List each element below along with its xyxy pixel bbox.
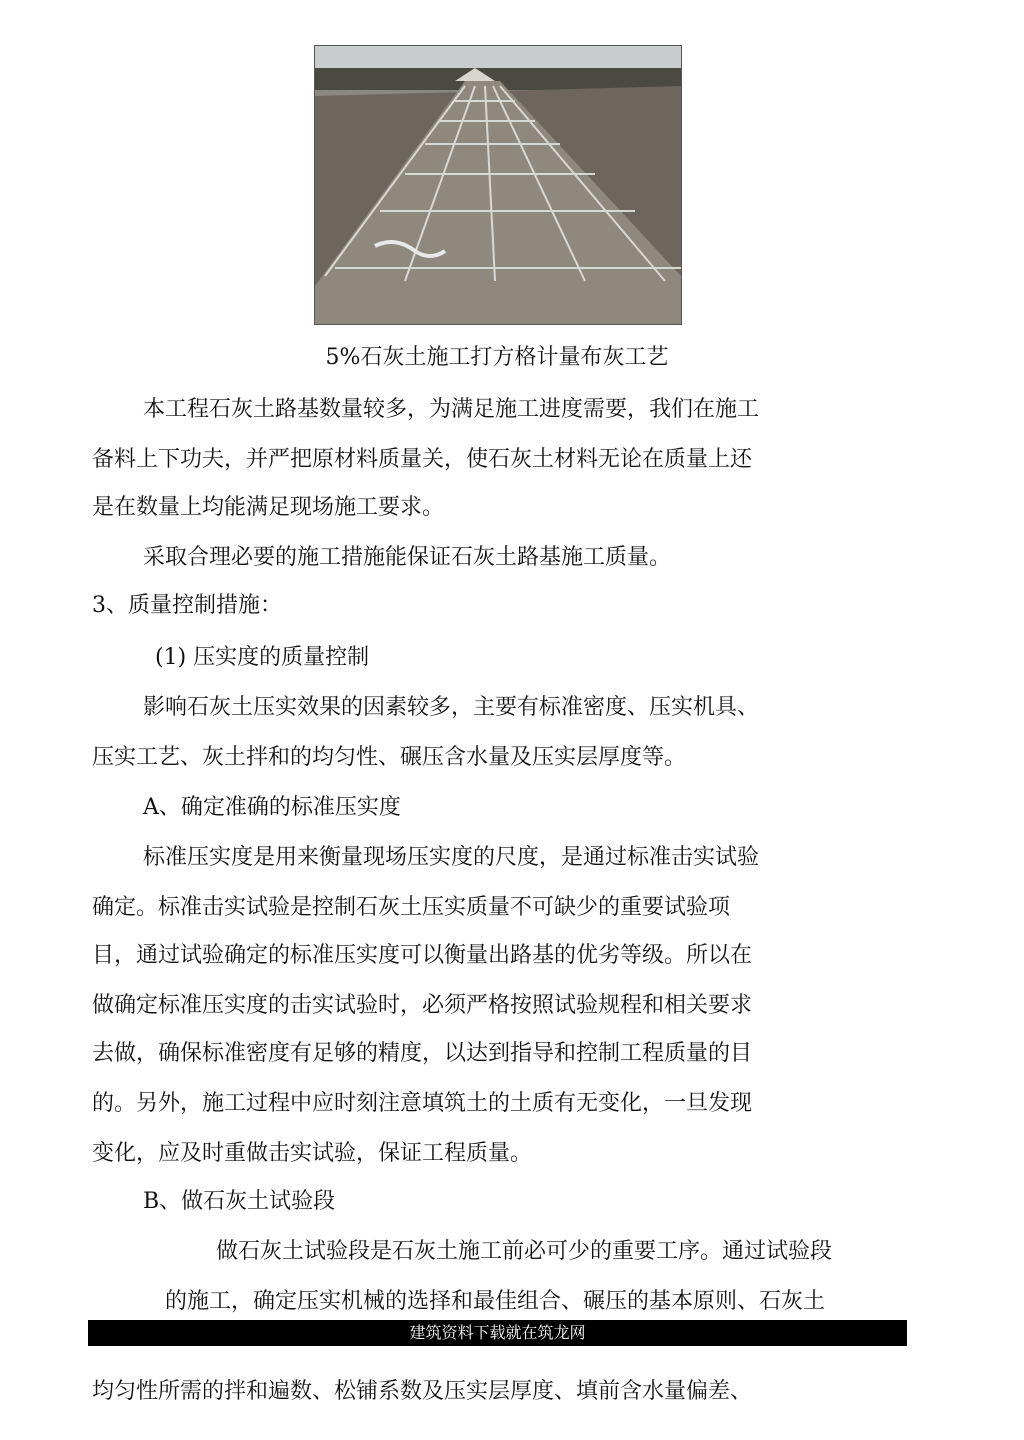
paragraph-line: 压实工艺、灰土拌和的均匀性、碾压含水量及压实层厚度等。 (92, 745, 687, 770)
paragraph-line: 采取合理必要的施工措施能保证石灰土路基施工质量。 (143, 545, 672, 570)
subsection-heading: (1) 压实度的质量控制 (155, 645, 370, 670)
paragraph-line: 做石灰土试验段是石灰土施工前必可少的重要工序。通过试验段 (216, 1239, 833, 1264)
paragraph-line: 影响石灰土压实效果的因素较多，主要有标准密度、压实机具、 (143, 695, 760, 720)
photo-illustration (315, 46, 681, 324)
paragraph-line: 备料上下功夫，并严把原材料质量关，使石灰土材料无论在质量上还 (92, 447, 753, 472)
paragraph-line: 均匀性所需的拌和遍数、松铺系数及压实层厚度、填前含水量偏差、 (92, 1379, 753, 1404)
paragraph-line: 做确定标准压实度的击实试验时，必须严格按照试验规程和相关要求 (92, 993, 753, 1018)
paragraph-line: 的。另外，施工过程中应时刻注意填筑土的土质有无变化，一旦发现 (92, 1091, 753, 1116)
footer-text: 建筑资料下载就在筑龙网 (409, 1323, 586, 1342)
paragraph-line: 去做，确保标准密度有足够的精度，以达到指导和控制工程质量的目 (92, 1041, 753, 1066)
paragraph-line: 变化，应及时重做击实试验，保证工程质量。 (92, 1141, 533, 1166)
figure-caption: 5%石灰土施工打方格计量布灰工艺 (325, 345, 669, 370)
paragraph-line: 本工程石灰土路基数量较多，为满足施工进度需要，我们在施工 (143, 397, 760, 422)
road-construction-photo (314, 45, 682, 325)
footer-banner (88, 1320, 907, 1346)
paragraph-line: 的施工，确定压实机械的选择和最佳组合、碾压的基本原则、石灰土 (165, 1289, 826, 1314)
paragraph-line: 确定。标准击实试验是控制石灰土压实质量不可缺少的重要试验项 (92, 895, 731, 920)
paragraph-line: 标准压实度是用来衡量现场压实度的尺度，是通过标准击实试验 (143, 845, 760, 870)
section-heading: 3、质量控制措施： (92, 593, 282, 618)
paragraph-line: 是在数量上均能满足现场施工要求。 (92, 495, 445, 520)
paragraph-line: 目，通过试验确定的标准压实度可以衡量出路基的优劣等级。所以在 (92, 943, 753, 968)
item-heading: B、做石灰土试验段 (143, 1189, 336, 1214)
item-heading: A、确定准确的标准压实度 (143, 795, 401, 820)
